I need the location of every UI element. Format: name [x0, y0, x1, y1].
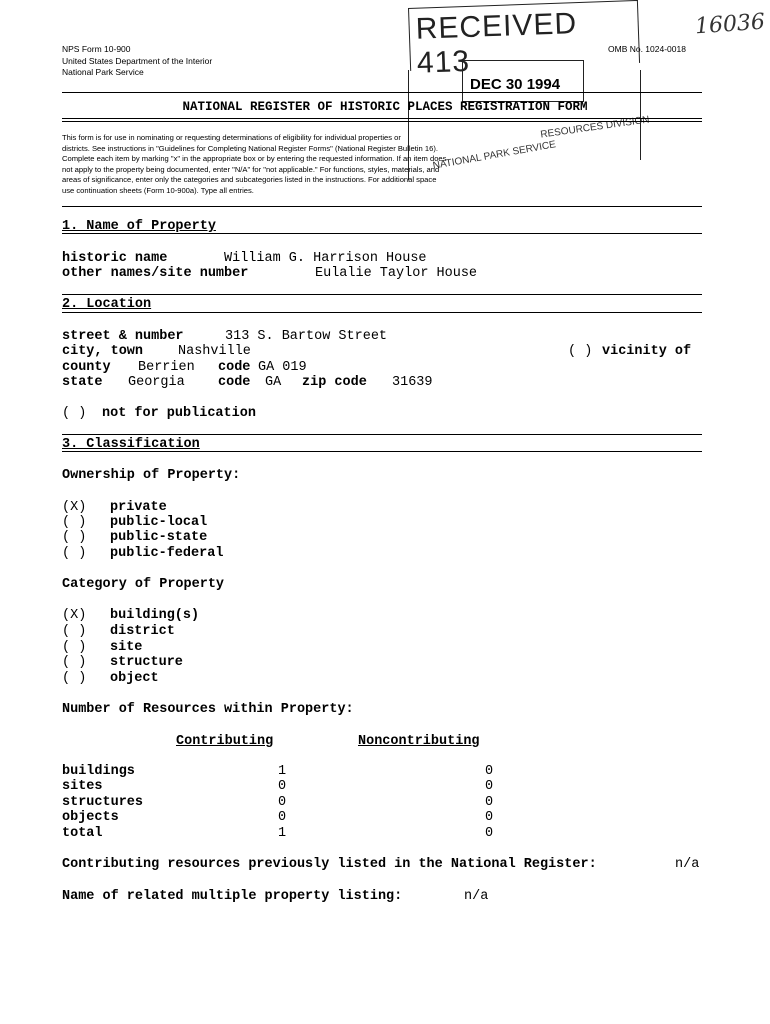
resource-contributing: 0 [277, 779, 287, 794]
other-names-value: Eulalie Taylor House [315, 266, 478, 281]
historic-name-value: William G. Harrison House [224, 251, 427, 266]
resource-label: buildings [62, 764, 135, 779]
category-option[interactable] [62, 655, 86, 671]
street-label: street & number [62, 329, 184, 344]
state-code-value: GA [265, 375, 282, 390]
ownership-option[interactable] [62, 515, 86, 531]
category-option-label: district [110, 624, 175, 639]
street-value: 313 S. Bartow Street [225, 329, 388, 344]
category-option[interactable] [62, 624, 86, 640]
department-name: United States Department of the Interior [62, 56, 213, 66]
resource-label: sites [62, 779, 103, 794]
section-1-rule [62, 233, 702, 234]
instructions [62, 133, 712, 196]
category-option-label: structure [110, 655, 183, 670]
instruction-line: areas of significance, enter only the categories and subcategories listed in the instructions. For additional space [62, 175, 437, 184]
ownership-option[interactable] [62, 546, 86, 562]
historic-name-label: historic name [62, 251, 168, 266]
resource-noncontributing: 0 [484, 779, 494, 794]
state-value: Georgia [128, 375, 185, 390]
omb-number: OMB No. 1024-0018 [608, 44, 686, 54]
state-label: state [62, 375, 103, 390]
ownership-checkbox[interactable]: ( ) [62, 515, 87, 530]
col-contributing: Contributing [176, 734, 274, 749]
county-label: county [62, 360, 111, 375]
resource-noncontributing: 0 [484, 795, 494, 810]
section-3-rule-top [62, 434, 702, 435]
stamp-agency: NATIONAL PARK SERVICE [431, 139, 557, 172]
zip-label: zip code [302, 375, 367, 390]
title-rule-bottom [62, 121, 702, 122]
stamp-division: RESOURCES DIVISION [539, 114, 651, 141]
instruction-line: Complete each item by marking "x" in the appropriate box or by entering the requested information. If an item does [62, 154, 447, 163]
section-2-title: 2. Location [62, 297, 152, 312]
col-noncontributing: Noncontributing [358, 734, 480, 749]
section-2-rule-top [62, 294, 702, 295]
county-code-label: code [218, 360, 251, 375]
resource-contributing: 0 [277, 795, 287, 810]
ownership-checkbox[interactable]: ( ) [62, 530, 87, 545]
section-3-rule [62, 451, 702, 452]
ownership-option-label: public-federal [110, 546, 224, 561]
ownership-option-label: private [110, 500, 167, 515]
form-number: NPS Form 10-900 [62, 44, 131, 54]
vicinity-label: vicinity of [602, 344, 692, 359]
ownership-option[interactable] [62, 500, 86, 516]
form-title: NATIONAL REGISTER OF HISTORIC PLACES REGISTRATION FORM [182, 100, 588, 114]
category-checkbox[interactable]: ( ) [62, 655, 87, 670]
resource-contributing: 1 [277, 826, 287, 841]
ownership-option[interactable] [62, 530, 86, 546]
resource-label: total [62, 826, 103, 841]
county-value: Berrien [138, 360, 195, 375]
category-checkbox[interactable]: ( ) [62, 640, 87, 655]
ownership-checkbox[interactable]: (X) [62, 500, 87, 515]
vicinity-checkbox[interactable]: ( ) [568, 344, 593, 359]
not-for-publication-label: not for publication [102, 406, 256, 421]
resource-label: structures [62, 795, 144, 810]
resource-noncontributing: 0 [484, 764, 494, 779]
title-rule-top [62, 92, 702, 93]
zip-value: 31639 [392, 375, 433, 390]
ownership-option-label: public-local [110, 515, 208, 530]
resource-noncontributing: 0 [484, 810, 494, 825]
instruction-line: districts. See instructions in "Guidelines for Completing National Register Forms" (National Register Bulletin 16). [62, 143, 438, 153]
handwritten-reference-number: 16036 [694, 9, 766, 40]
not-for-publication-checkbox[interactable]: ( ) [62, 406, 87, 421]
category-option[interactable] [62, 671, 86, 687]
section-3-title: 3. Classification [62, 437, 200, 452]
instruction-line: This form is for use in nominating or requesting determinations of eligibility for individual properties or [62, 133, 401, 142]
section-2-rule [62, 312, 702, 313]
ownership-option-label: public-state [110, 530, 208, 545]
category-checkbox[interactable]: (X) [62, 608, 87, 623]
other-names-label: other names/site number [62, 266, 249, 281]
service-name: National Park Service [62, 67, 144, 77]
resource-contributing: 0 [277, 810, 287, 825]
category-option-label: site [110, 640, 143, 655]
county-code-value: GA 019 [258, 360, 307, 375]
category-checkbox[interactable]: ( ) [62, 671, 87, 686]
stamp-date: DEC 30 1994 [470, 76, 561, 93]
category-option-label: building(s) [110, 608, 200, 623]
ownership-label: Ownership of Property: [62, 468, 241, 483]
instruction-line: use continuation sheets (Form 10-900a). Type all entries. [62, 185, 254, 195]
multiple-property-label: Name of related multiple property listing: [62, 889, 403, 904]
city-value: Nashville [178, 344, 251, 359]
previously-listed-label: Contributing resources previously listed in the National Register: [62, 857, 597, 872]
category-checkbox[interactable]: ( ) [62, 624, 87, 639]
resource-label: objects [62, 810, 119, 825]
title-rule-mid [62, 118, 702, 119]
multiple-property-value: n/a [464, 889, 489, 904]
category-label: Category of Property [62, 577, 225, 592]
city-label: city, town [62, 344, 144, 359]
category-option[interactable] [62, 608, 86, 624]
resource-contributing: 1 [277, 764, 287, 779]
resource-noncontributing: 0 [484, 826, 494, 841]
instructions-rule [62, 206, 702, 207]
state-code-label: code [218, 375, 251, 390]
section-1-title: 1. Name of Property [62, 219, 216, 234]
category-option-label: object [110, 671, 159, 686]
category-option[interactable] [62, 640, 86, 656]
ownership-checkbox[interactable]: ( ) [62, 546, 87, 561]
instruction-line: not apply to the property being documented, enter "N/A" for "not applicable." For functions, styles, materials, and [62, 164, 440, 174]
resources-label: Number of Resources within Property: [62, 702, 354, 717]
previously-listed-value: n/a [675, 857, 700, 872]
received-stamp-text: RECEIVED 413 [415, 7, 578, 80]
historic-name-row [62, 251, 167, 267]
